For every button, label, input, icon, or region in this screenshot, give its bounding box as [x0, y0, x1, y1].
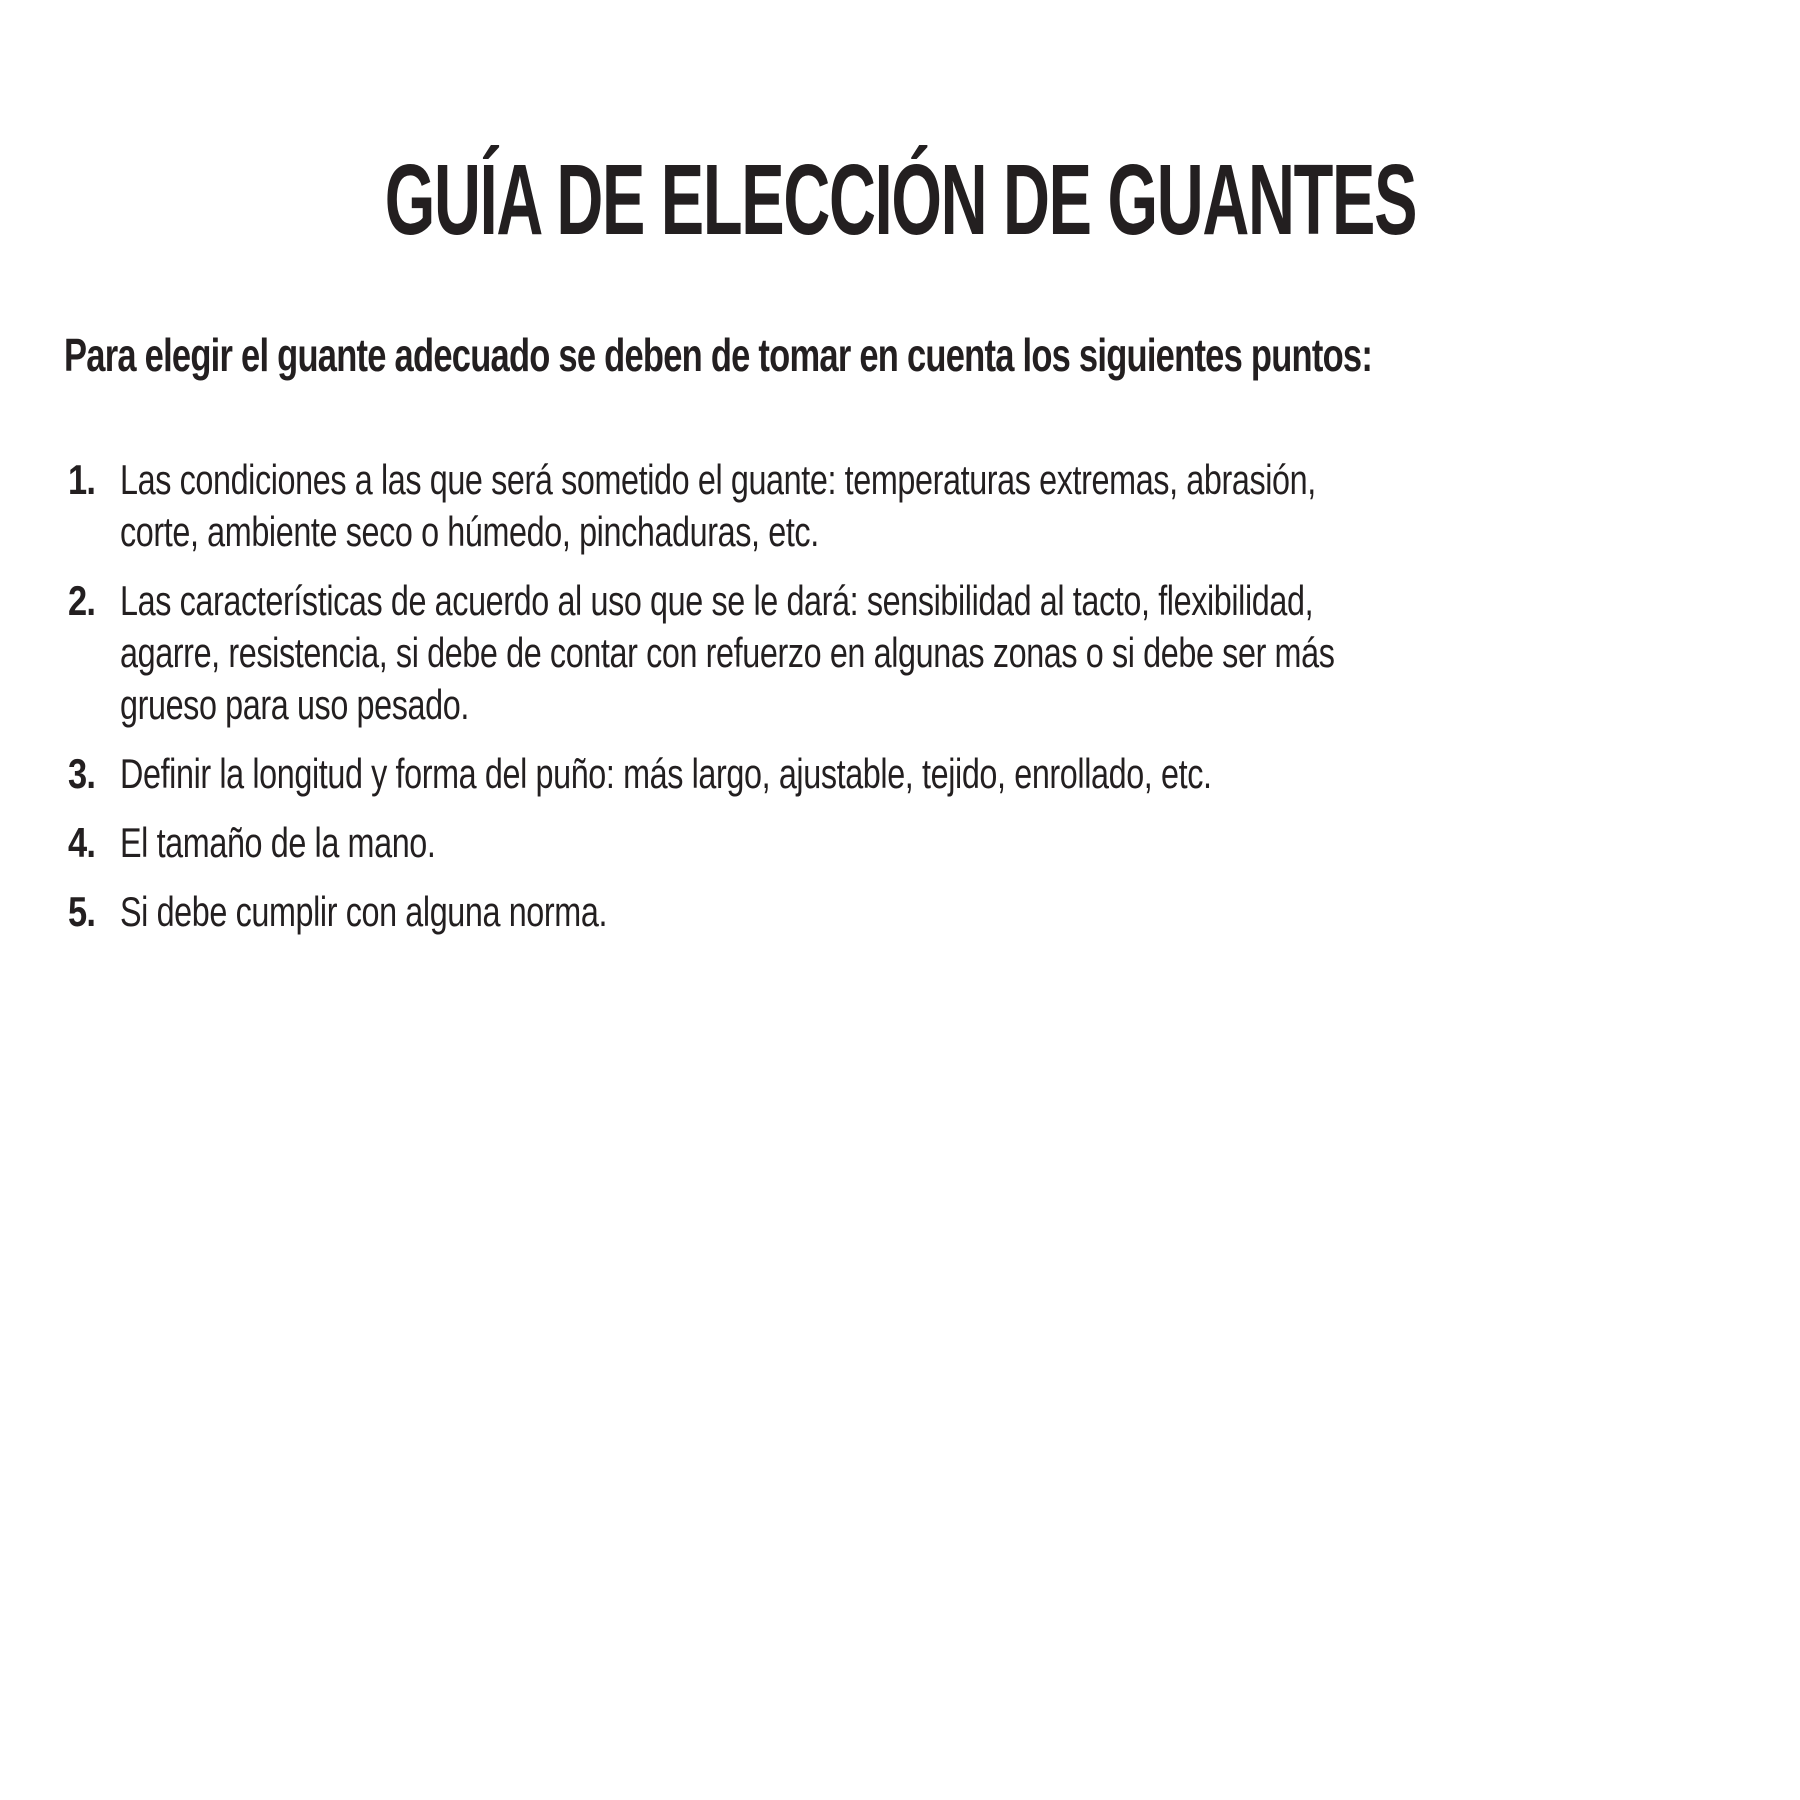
item-text: [120, 748, 1800, 800]
list-item: [68, 575, 1800, 731]
item-line: agarre, resistencia, si debe de contar con refuerzo en algunas zonas o si debe ser más: [120, 629, 1335, 676]
item-number: 3.: [68, 750, 96, 797]
item-number: 4.: [68, 819, 96, 866]
item-number: 2.: [68, 577, 96, 624]
title-container: [0, 144, 1800, 256]
list-item: [68, 886, 1800, 938]
item-number: 1.: [68, 456, 96, 503]
item-line: grueso para uso pesado.: [120, 681, 469, 728]
item-text: [120, 817, 1800, 869]
item-line: Definir la longitud y forma del puño: más largo, ajustable, tejido, enrollado, etc.: [120, 750, 1212, 797]
item-text: [120, 575, 1800, 731]
item-text: [120, 886, 1800, 938]
item-line: El tamaño de la mano.: [120, 819, 436, 866]
item-line: Si debe cumplir con alguna norma.: [120, 888, 608, 935]
page-title: GUÍA DE ELECCIÓN DE GUANTES: [384, 144, 1416, 256]
item-number: 5.: [68, 888, 96, 935]
intro-text: Para elegir el guante adecuado se deben de tomar en cuenta los siguientes puntos:: [64, 329, 1373, 381]
item-line: corte, ambiente seco o húmedo, pinchaduras, etc.: [120, 508, 819, 555]
item-text: [120, 454, 1800, 558]
list-item: [68, 454, 1800, 558]
glove-selection-list: [68, 454, 1800, 938]
list-item: [68, 748, 1800, 800]
item-line: Las características de acuerdo al uso que se le dará: sensibilidad al tacto, flexibilidad,: [120, 577, 1314, 624]
item-line: Las condiciones a las que será sometido el guante: temperaturas extremas, abrasión,: [120, 456, 1316, 503]
list-item: [68, 817, 1800, 869]
